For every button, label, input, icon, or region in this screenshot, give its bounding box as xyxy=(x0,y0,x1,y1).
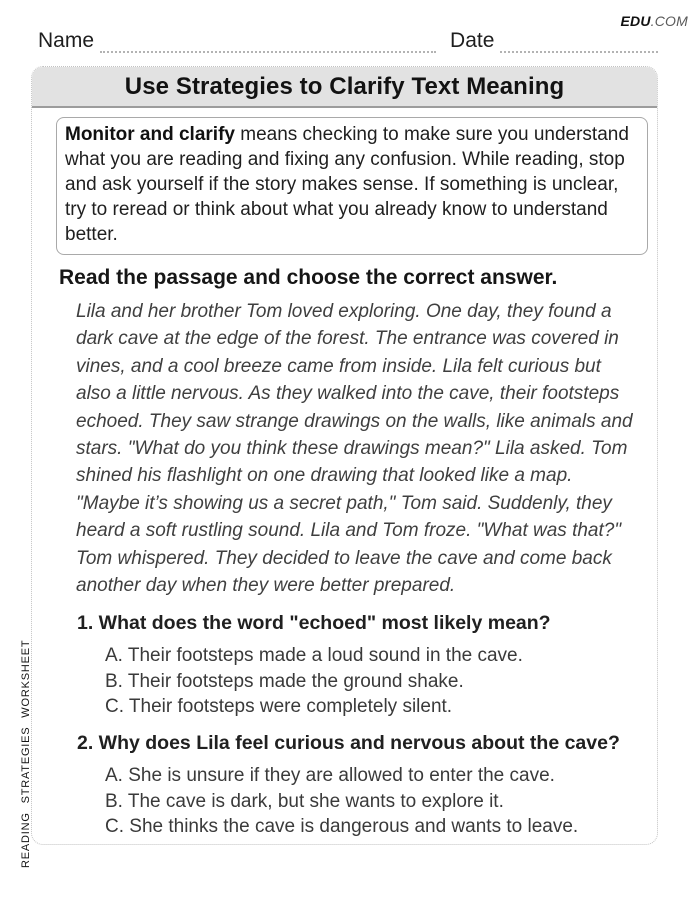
name-label: Name xyxy=(38,29,95,52)
sheet-content xyxy=(32,117,657,844)
name-line[interactable] xyxy=(100,31,436,53)
question-2-option-b[interactable]: B. The cave is dark, but she wants to explore it. xyxy=(105,790,504,812)
question-1-option-c[interactable]: C. Their footsteps were completely silent. xyxy=(105,696,453,718)
worksheet-category-label: READING STRATEGIES WORKSHEET xyxy=(20,639,32,868)
definition-box xyxy=(56,117,648,255)
brand-logo-bold: EDU xyxy=(620,13,651,29)
definition-term: Monitor and clarify xyxy=(65,124,235,145)
reading-passage: Lila and her brother Tom loved exploring. One day, they found a dark cave at the edge of the forest. The entrance was covered in vines, and a cool breeze came from inside. Lila felt curious but also a little nervous. As they walked into the cave, their footsteps echoed. They saw strange drawings on the walls, like animals and stars. "What do you think these drawings mean?" Lila asked. Tom shined his flashlight on one drawing that looked like a map. "Maybe it’s showing us a secret path," Tom said. Suddenly, they heard a soft rustling sound. Lila and Tom froze. "What was that?" Tom whispered. They decided to leave the cave and come back another day when they were better prepared. xyxy=(76,301,633,597)
name-date-row xyxy=(38,29,658,53)
date-line[interactable] xyxy=(500,31,658,53)
question-1-options xyxy=(105,643,648,719)
page-title: Use Strategies to Clarify Text Meaning xyxy=(124,72,565,100)
question-2-options xyxy=(105,763,648,839)
brand-logo xyxy=(620,13,688,29)
question-1-option-a[interactable]: A. Their footsteps made a loud sound in the cave. xyxy=(105,645,523,667)
question-1-prompt: 1. What does the word "echoed" most likely mean? xyxy=(77,612,551,635)
question-2-option-a[interactable]: A. She is unsure if they are allowed to enter the cave. xyxy=(105,765,555,787)
instructions-heading: Read the passage and choose the correct answer. xyxy=(59,266,558,289)
question-1-option-b[interactable]: B. Their footsteps made the ground shake. xyxy=(105,670,464,692)
question-2-option-c[interactable]: C. She thinks the cave is dangerous and wants to leave. xyxy=(105,815,579,837)
date-label: Date xyxy=(450,29,495,52)
definition-text: means checking to make sure you understand what you are reading and fixing any confusion. While reading, stop and ask yourself if the story makes sense. If something is unclear, try to reread or think about what you already know to understand better. xyxy=(65,124,629,245)
worksheet-sheet xyxy=(31,66,658,845)
brand-logo-rest: .COM xyxy=(650,13,688,29)
question-1 xyxy=(56,612,648,719)
question-2 xyxy=(56,732,648,839)
question-2-prompt: 2. Why does Lila feel curious and nervous about the cave? xyxy=(77,732,620,755)
title-bar xyxy=(32,67,657,108)
